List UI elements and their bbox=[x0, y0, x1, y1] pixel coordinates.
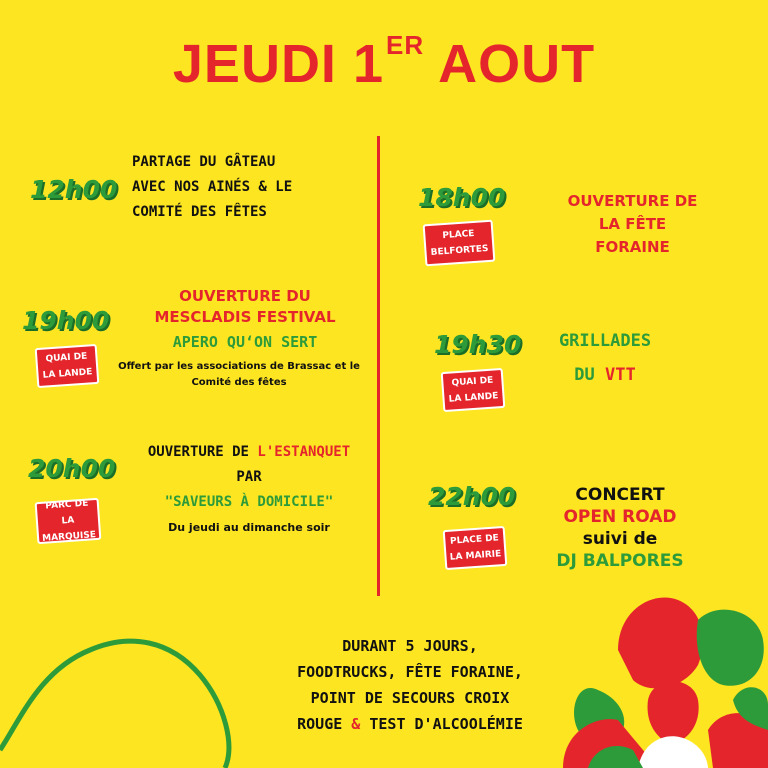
center-divider bbox=[377, 136, 380, 596]
crowd-illustration bbox=[558, 580, 768, 768]
bottom-info: DURANT 5 JOURS, FOODTRUCKS, FÊTE FORAINE, POINT DE SECOURS CROIX ROUGE & TEST D'ALCOOLÉMIE bbox=[297, 637, 523, 733]
event-estanquet: OUVERTURE DE L'ESTANQUET PAR "SAVEURS À DOMICILE" bbox=[147, 444, 351, 510]
location-sign: PLACE DE LA MAIRIE bbox=[443, 526, 508, 570]
location-sign: QUAI DE LA LANDE bbox=[35, 344, 100, 388]
event-gateau: PARTAGE DU GÂTEAU AVEC NOS AINÉS & LE COMITÉ DES FÊTES bbox=[132, 154, 293, 220]
location-sign: PLACE BELFORTES bbox=[423, 220, 496, 267]
event-estanquet-dates: Du jeudi au dimanche soir bbox=[168, 521, 330, 534]
page-title: JEUDI 1ER AOUT bbox=[172, 30, 596, 94]
event-mescladis-heading: OUVERTURE DU MESCLADIS FESTIVAL bbox=[154, 287, 336, 326]
event-grillades: GRILLADES DU VTT bbox=[558, 331, 652, 385]
event-fete-foraine: OUVERTURE DE LA FÊTE FORAINE bbox=[567, 192, 698, 256]
location-sign: QUAI DE LA LANDE bbox=[441, 368, 506, 412]
event-apero-note: Offert par les associations de Brassac et le Comité des fêtes bbox=[118, 361, 360, 388]
location-sign: PARC DE LA MARQUISE bbox=[35, 498, 102, 544]
time-1930: 19h30 bbox=[434, 330, 522, 359]
time-1800: 18h00 bbox=[418, 183, 506, 212]
time-2200: 22h00 bbox=[428, 482, 516, 511]
time-2000: 20h00 bbox=[28, 454, 116, 483]
time-1900: 19h00 bbox=[22, 306, 110, 335]
time-1200: 12h00 bbox=[30, 175, 118, 204]
event-apero: APERO QU‘ON SERT bbox=[172, 333, 318, 351]
event-concert: CONCERT OPEN ROAD suivi de DJ BALPORES bbox=[556, 485, 684, 571]
